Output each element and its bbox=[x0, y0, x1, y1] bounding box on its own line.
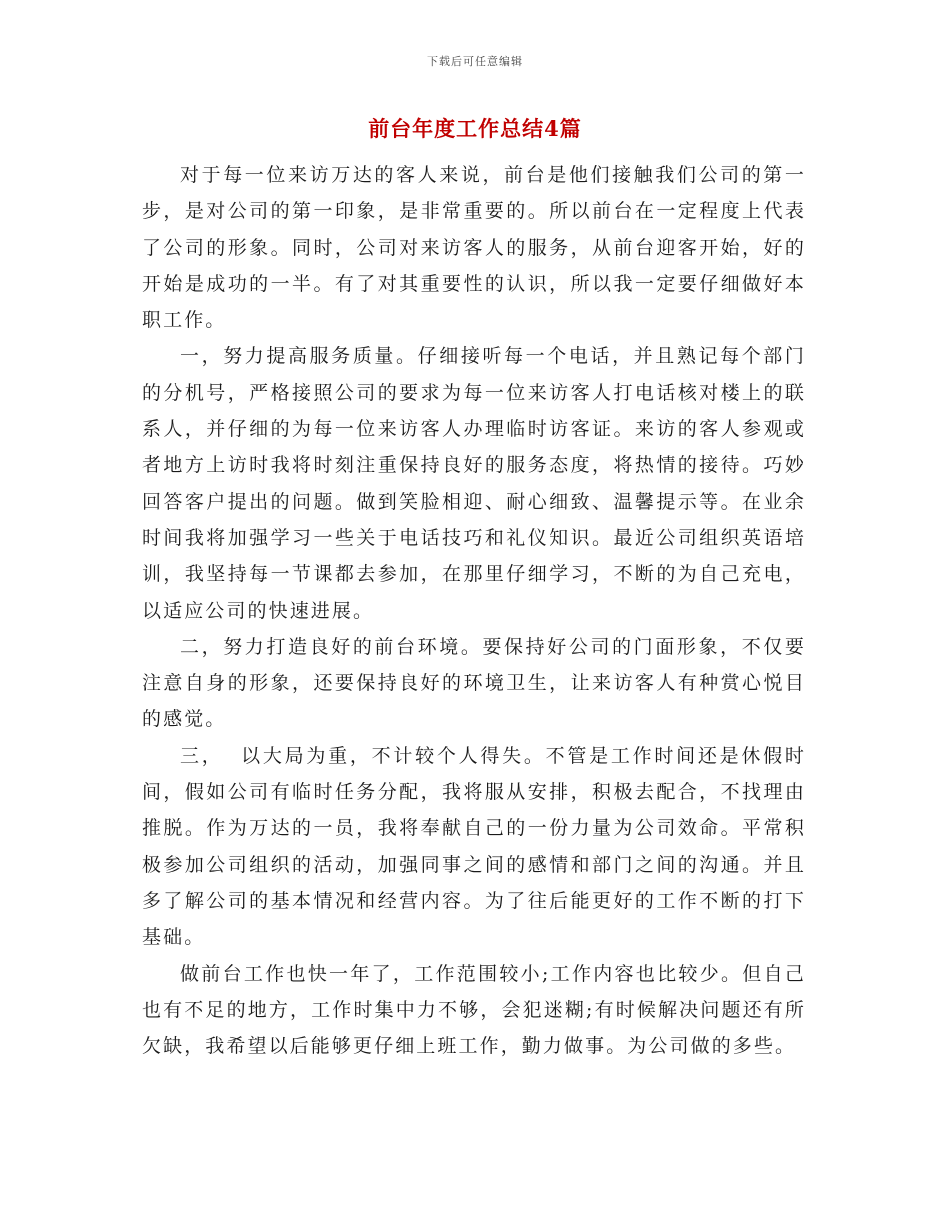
paragraph-conclusion: 做前台工作也快一年了，工作范围较小;工作内容也比较少。但自己也有不足的地方，工作时集中力不够，会犯迷糊;有时候解决问题还有所欠缺，我希望以后能够更仔细上班工作，勤力做事。为公司做的多些。 bbox=[142, 962, 806, 1058]
paragraph-point-two: 二，努力打造良好的前台环境。要保持好公司的门面形象，不仅要注意自身的形象，还要保持良好的环境卫生，让来访客人有种赏心悦目的感觉。 bbox=[142, 635, 806, 731]
document-body bbox=[142, 157, 806, 1064]
document-title: 前台年度工作总结4篇 bbox=[368, 116, 582, 141]
header-note: 下载后可任意编辑 bbox=[427, 55, 523, 68]
paragraph-point-three: 三， 以大局为重，不计较个人得失。不管是工作时间还是休假时间，假如公司有临时任务分配，我将服从安排，积极去配合，不找理由推脱。作为万达的一员，我将奉献自己的一份力量为公司效命。平常积极参加公司组织的活动，加强同事之间的感情和部门之间的沟通。并且多了解公司的基本情况和经营内容。为了往后能更好的工作不断的打下基础。 bbox=[142, 744, 806, 949]
paragraph-point-one: 一，努力提高服务质量。仔细接听每一个电话，并且熟记每个部门的分机号，严格接照公司的要求为每一位来访客人打电话核对楼上的联系人，并仔细的为每一位来访客人办理临时访客证。来访的客人参观或者地方上访时我将时刻注重保持良好的服务态度，将热情的接待。巧妙回答客户提出的问题。做到笑脸相迎、耐心细致、温馨提示等。在业余时间我将加强学习一些关于电话技巧和礼仪知识。最近公司组织英语培训，我坚持每一节课都去参加，在那里仔细学习，不断的为自己充电，以适应公司的快速进展。 bbox=[142, 345, 806, 622]
paragraph-intro: 对于每一位来访万达的客人来说，前台是他们接触我们公司的第一步，是对公司的第一印象，是非常重要的。所以前台在一定程度上代表了公司的形象。同时，公司对来访客人的服务，从前台迎客开始，好的开始是成功的一半。有了对其重要性的认识，所以我一定要仔细做好本职工作。 bbox=[142, 164, 806, 332]
